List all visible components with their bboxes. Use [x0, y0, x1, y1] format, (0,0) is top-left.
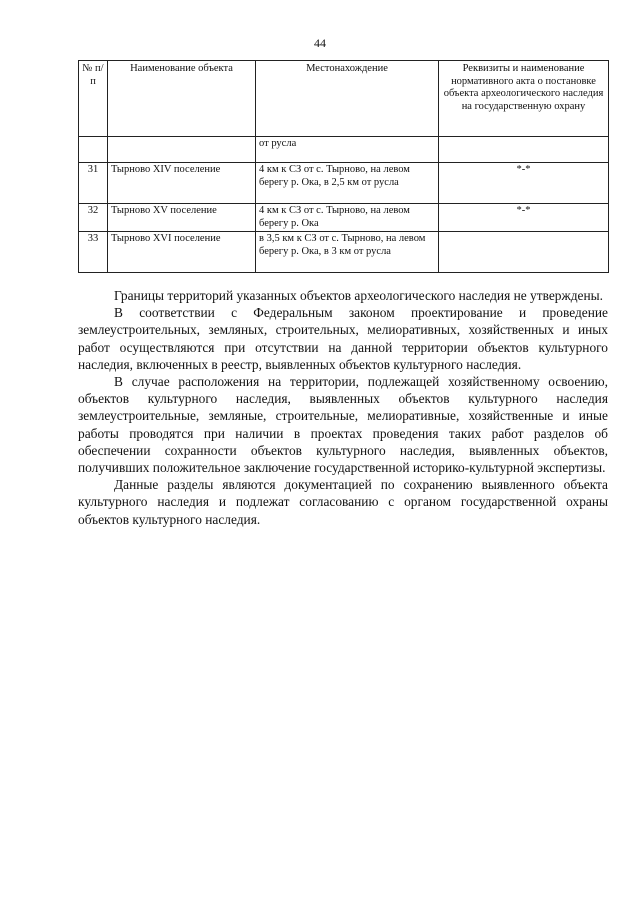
- cell-requisites: [439, 137, 609, 163]
- table-row-continuation: [79, 137, 609, 163]
- cell-location: 4 км к СЗ от с. Тырново, на левом берегу р. Ока, в 2,5 км от русла: [256, 163, 439, 204]
- body-text: [78, 287, 608, 528]
- cell-requisites: *-*: [439, 204, 609, 232]
- cell-location: от русла: [256, 137, 439, 163]
- cell-object-name: Тырново XVI поселение: [108, 232, 256, 273]
- header-requisites: Реквизиты и наименование нормативного акта о постановке объекта археологического наследия на государственную охрану: [439, 61, 609, 137]
- cell-location: 4 км к СЗ от с. Тырново, на левом берегу р. Ока: [256, 204, 439, 232]
- heritage-objects-table: [78, 60, 609, 273]
- header-number: № п/п: [79, 61, 108, 137]
- cell-requisites: *-*: [439, 163, 609, 204]
- cell-number: [79, 137, 108, 163]
- cell-number: 31: [79, 163, 108, 204]
- paragraph-federal-law: В соответствии с Федеральным законом проектирование и проведение землеустроительных, земляных, строительных, мелиоративных, хозяйственных и иных работ осуществляются при отсутствии на данной территории объектов культурного наследия, включенных в реестр, выявленных объектов культурного наследия.: [78, 305, 608, 372]
- header-location: Местонахождение: [256, 61, 439, 137]
- cell-requisites: [439, 232, 609, 273]
- cell-number: 33: [79, 232, 108, 273]
- header-object-name: Наименование объекта: [108, 61, 256, 137]
- cell-location: в 3,5 км к СЗ от с. Тырново, на левом берегу р. Ока, в 3 км от русла: [256, 232, 439, 273]
- page-number: 44: [314, 36, 326, 50]
- table-header-row: [79, 61, 609, 137]
- cell-object-name: Тырново XIV поселение: [108, 163, 256, 204]
- cell-object-name: Тырново XV поселение: [108, 204, 256, 232]
- paragraph-documentation: Данные разделы являются документацией по сохранению выявленного объекта культурного наследия и подлежат согласованию с органом государственной охраны объектов культурного наследия.: [78, 477, 608, 527]
- table-row: [79, 204, 609, 232]
- paragraph-boundaries: Границы территорий указанных объектов археологического наследия не утверждены.: [114, 288, 604, 303]
- table-row: [79, 163, 609, 204]
- paragraph-development-conditions: В случае расположения на территории, подлежащей хозяйственному освоению, объектов культурного наследия, выявленных объектов культурного наследия землеустроительные, земляные, строительные, мелиоративные, хозяйственные и иные работы проводятся при наличии в проектах проведения таких работ разделов об обеспечении сохранности объектов культурного наследия, выявленных объектов, получивших положительное заключение государственной историко-культурной экспертизы.: [78, 374, 608, 476]
- cell-object-name: [108, 137, 256, 163]
- cell-number: 32: [79, 204, 108, 232]
- table-row: [79, 232, 609, 273]
